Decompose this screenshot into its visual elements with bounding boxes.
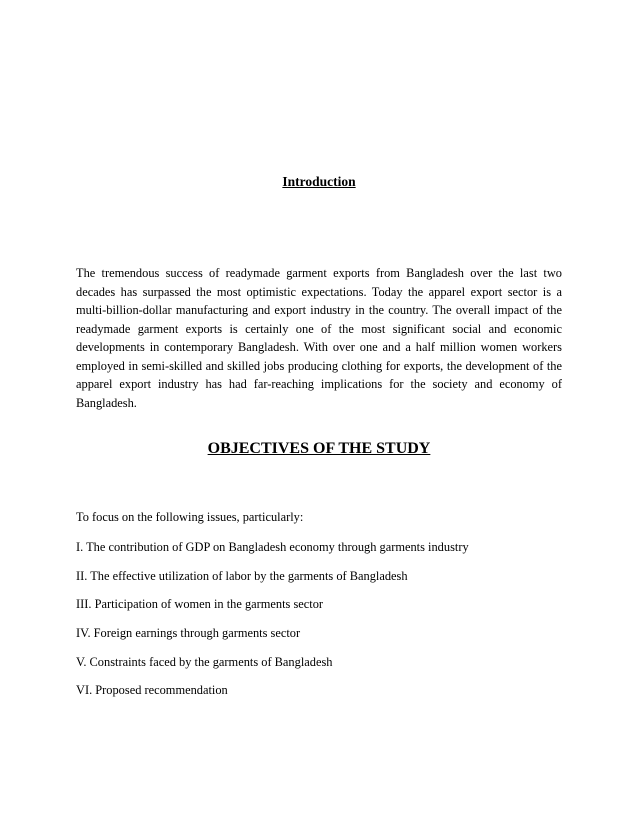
introduction-heading: Introduction <box>282 174 356 189</box>
objectives-list <box>76 538 469 710</box>
objective-item-1: I. The contribution of GDP on Bangladesh economy through garments industry <box>76 540 469 554</box>
objective-item-6: VI. Proposed recommendation <box>76 683 228 698</box>
introduction-paragraph: The tremendous success of readymade garment exports from Bangladesh over the last two decades has surpassed the most optimistic expectations. Today the apparel export sector is a multi-billion-dollar manufacturing and export industry in the country. The overall impact of the readymade garment exports is certainly one of the most significant social and economic developments in contemporary Bangladesh. With over one and a half million women workers employed in semi-skilled and skilled jobs producing clothing for exports, the development of the apparel export industry has had far-reaching implications for the society and economy of Bangladesh. <box>76 266 562 410</box>
objective-item-3: III. Participation of women in the garments sector <box>76 597 324 612</box>
objective-item-2: II. The effective utilization of labor by the garments of Bangladesh <box>76 568 408 583</box>
objectives-heading: OBJECTIVES OF THE STUDY <box>207 440 431 457</box>
objective-item-4: IV. Foreign earnings through garments sector <box>76 626 301 641</box>
objectives-intro: To focus on the following issues, particularly: <box>76 510 304 524</box>
objective-item-5: V. Constraints faced by the garments of Bangladesh <box>76 654 333 669</box>
